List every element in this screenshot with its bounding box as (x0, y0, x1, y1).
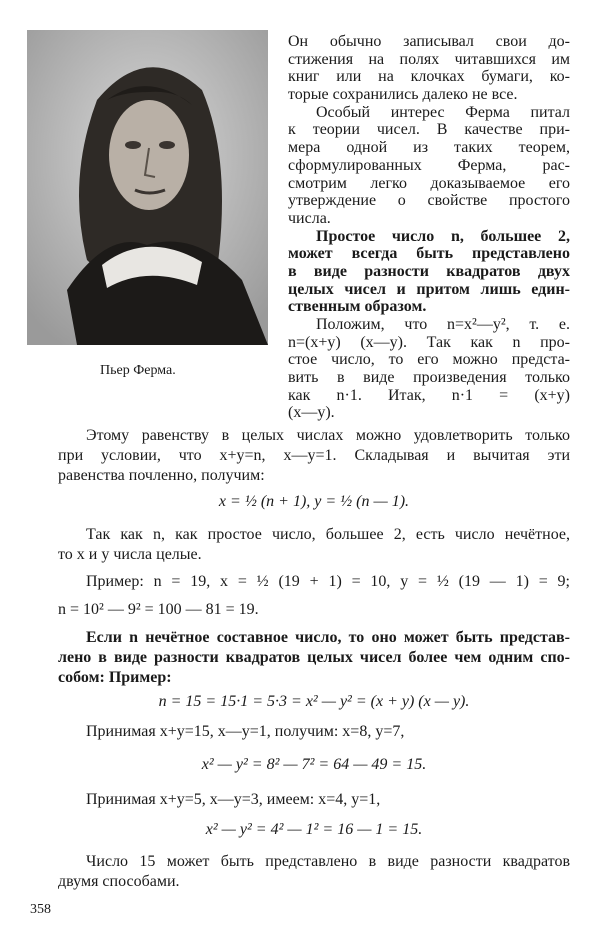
text-line: стое число, то его можно предста- (288, 351, 570, 369)
theorem-line: в виде разности квадратов двух (288, 262, 570, 280)
formula: x = ½ (n + 1), y = ½ (n — 1). (218, 493, 410, 510)
formula: n = 15 = 15·1 = 5·3 = x² — y² = (x + y) (x — y). (158, 693, 470, 710)
text-line: мера одной из таких теорем, (288, 139, 570, 157)
text-line: вить в виде произведения только (288, 369, 570, 387)
text-line: двумя способами. (58, 873, 180, 890)
paragraph (58, 426, 570, 486)
text-line: Принимая x+y=15, x—y=1, получим: x=8, y=7, (86, 723, 405, 740)
text-line: Если n нечётное составное число, то оно может быть представ- (86, 629, 570, 646)
portrait-fermat (27, 30, 268, 345)
theorem-line: может всегда быть представлено (288, 245, 570, 263)
text-line: Так как n, как простое число, большее 2, есть число нечётное, (86, 526, 570, 543)
paragraph (58, 852, 570, 892)
page-number: 358 (30, 902, 51, 917)
text-line: (x—y). (288, 404, 335, 422)
example (58, 600, 570, 620)
text-line: лено в виде разности квадратов целых чисел более чем одним спо- (58, 649, 570, 666)
text-line: книг или на клочках бумаги, ко- (288, 68, 570, 86)
text-line: Он обычно записывал свои до- (288, 33, 570, 50)
text-line: Пример: n = 19, x = ½ (19 + 1) = 10, y = ½ (19 — 1) = 9; (86, 573, 570, 590)
paragraph (58, 525, 570, 565)
theorem-line: Простое число n, большее 2, (316, 227, 570, 245)
theorem-line: целых чисел и притом лишь един- (288, 280, 570, 298)
paragraph (58, 722, 570, 742)
theorem-line: ственным образом. (288, 298, 427, 316)
text-line: утверждение о свойстве простого (288, 192, 570, 210)
example (58, 572, 570, 592)
text-line: стижения на полях читавшихся им (288, 50, 570, 68)
text-line: Положим, что n=x²—y², т. е. (316, 316, 570, 333)
text-line: Особый интерес Ферма питал (316, 103, 570, 121)
text-line: то x и y числа целые. (58, 546, 202, 563)
text-line: сформулированных Ферма, рас- (288, 156, 570, 174)
text-line: Число 15 может быть представлено в виде разности квадратов (86, 853, 570, 870)
text-line: при условии, что x+y=n, x—y=1. Складывая и вычитая эти (58, 447, 570, 464)
paragraph (58, 790, 570, 810)
text-line: торые сохранились далеко не все. (288, 86, 518, 104)
formula: x² — y² = 4² — 1² = 16 — 1 = 15. (205, 821, 423, 838)
paragraph (58, 628, 570, 688)
text-line: равенства почленно, получим: (58, 467, 265, 484)
text-line: как n·1. Итак, n·1 = (x+y) (288, 386, 570, 404)
text-line: n = 10² — 9² = 100 — 81 = 19. (58, 601, 259, 618)
portrait-caption: Пьер Ферма. (100, 363, 176, 378)
text-line: Принимая x+y=5, x—y=3, имеем: x=4, y=1, (86, 791, 381, 808)
text-line: к теории чисел. В качестве при- (288, 121, 570, 139)
text-line: собом: Пример: (58, 669, 172, 686)
text-line: числа. (288, 209, 331, 227)
text-line: n=(x+y) (x—y). Так как n про- (288, 333, 570, 351)
text-line: Этому равенству в целых числах можно удовлетворить только (86, 427, 570, 444)
formula: x² — y² = 8² — 7² = 64 — 49 = 15. (201, 756, 427, 773)
text-line: смотрим легко доказываемое его (288, 174, 570, 192)
right-column (288, 33, 570, 422)
